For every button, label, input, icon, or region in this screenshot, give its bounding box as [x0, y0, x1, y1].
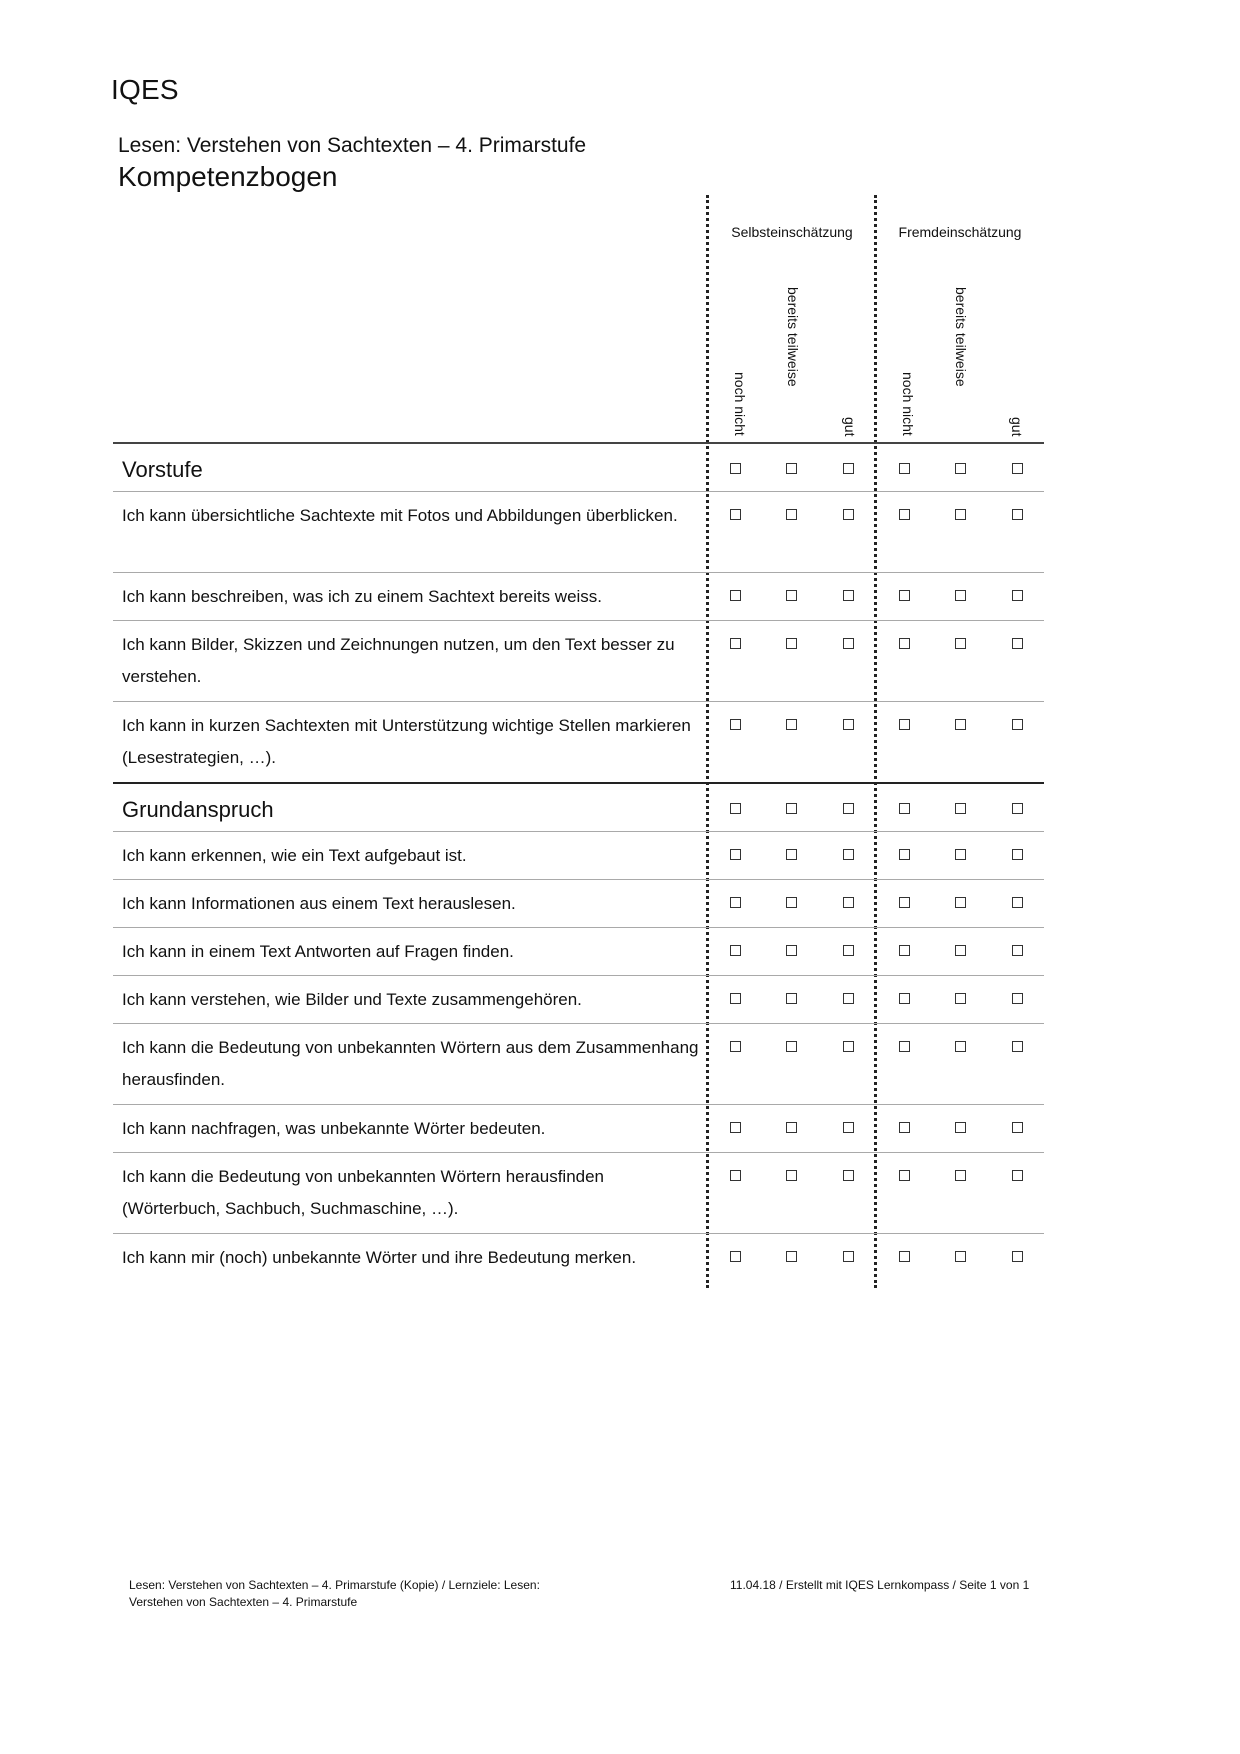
- competence-text: Ich kann übersichtliche Sachtexte mit Fotos und Abbildungen überblicken.: [122, 506, 678, 525]
- checkbox-ext-noch-nicht[interactable]: [899, 719, 910, 730]
- checkbox-ext-gut[interactable]: [1012, 803, 1023, 814]
- competence-text: Ich kann erkennen, wie ein Text aufgebaut ist.: [122, 846, 467, 865]
- checkbox-self-gut[interactable]: [843, 590, 854, 601]
- checkbox-self-gut[interactable]: [843, 897, 854, 908]
- checkbox-ext-gut[interactable]: [1012, 945, 1023, 956]
- brand-logo-text: IQES: [111, 74, 179, 105]
- checkbox-self-gut[interactable]: [843, 803, 854, 814]
- checkbox-ext-bereits-teilweise[interactable]: [955, 1122, 966, 1133]
- checkbox-ext-gut[interactable]: [1012, 509, 1023, 520]
- competence-row: [113, 880, 1044, 928]
- checkbox-self-bereits-teilweise[interactable]: [786, 463, 797, 474]
- checkbox-self-bereits-teilweise[interactable]: [786, 1251, 797, 1262]
- checkbox-ext-gut[interactable]: [1012, 849, 1023, 860]
- checkbox-self-gut[interactable]: [843, 463, 854, 474]
- competence-row: [113, 832, 1044, 880]
- competence-row: [113, 573, 1044, 621]
- checkbox-self-bereits-teilweise[interactable]: [786, 897, 797, 908]
- checkbox-ext-bereits-teilweise[interactable]: [955, 1170, 966, 1181]
- level-label-good: gut: [842, 416, 858, 436]
- checkbox-self-gut[interactable]: [843, 1041, 854, 1052]
- document-subtitle: Lesen: Verstehen von Sachtexten – 4. Primarstufe: [118, 134, 587, 157]
- level-label-partially: bereits teilweise: [953, 287, 969, 387]
- checkbox-self-bereits-teilweise[interactable]: [786, 945, 797, 956]
- checkbox-ext-noch-nicht[interactable]: [899, 1122, 910, 1133]
- competence-row: [113, 976, 1044, 1024]
- competence-row: [113, 1234, 1044, 1281]
- checkbox-ext-noch-nicht[interactable]: [899, 1251, 910, 1262]
- checkbox-self-gut[interactable]: [843, 638, 854, 649]
- competence-text: Ich kann mir (noch) unbekannte Wörter und ihre Bedeutung merken.: [122, 1248, 637, 1267]
- group-label-self-assessment: Selbsteinschätzung: [731, 224, 853, 240]
- checkbox-self-bereits-teilweise[interactable]: [786, 509, 797, 520]
- competence-text: Ich kann nachfragen, was unbekannte Wörter bedeuten.: [122, 1119, 546, 1138]
- checkbox-ext-noch-nicht[interactable]: [899, 993, 910, 1004]
- checkbox-self-noch-nicht[interactable]: [730, 590, 741, 601]
- checkbox-self-noch-nicht[interactable]: [730, 463, 741, 474]
- checkbox-ext-gut[interactable]: [1012, 1251, 1023, 1262]
- checkbox-ext-bereits-teilweise[interactable]: [955, 463, 966, 474]
- checkbox-ext-bereits-teilweise[interactable]: [955, 945, 966, 956]
- checkbox-self-gut[interactable]: [843, 1251, 854, 1262]
- checkbox-ext-bereits-teilweise[interactable]: [955, 638, 966, 649]
- competence-text: Ich kann verstehen, wie Bilder und Texte zusammengehören.: [122, 990, 582, 1009]
- checkbox-ext-bereits-teilweise[interactable]: [955, 719, 966, 730]
- level-label-not-yet: noch nicht: [732, 372, 748, 436]
- checkbox-ext-bereits-teilweise[interactable]: [955, 897, 966, 908]
- checkbox-ext-gut[interactable]: [1012, 993, 1023, 1004]
- checkbox-self-bereits-teilweise[interactable]: [786, 719, 797, 730]
- checkbox-ext-noch-nicht[interactable]: [899, 1170, 910, 1181]
- checkbox-ext-gut[interactable]: [1012, 1041, 1023, 1052]
- checkbox-self-gut[interactable]: [843, 993, 854, 1004]
- checkbox-ext-gut[interactable]: [1012, 463, 1023, 474]
- checkbox-self-bereits-teilweise[interactable]: [786, 1122, 797, 1133]
- competence-row: [113, 1024, 1044, 1105]
- competence-text: Ich kann in einem Text Antworten auf Fragen finden.: [122, 942, 514, 961]
- competence-table: [113, 195, 1044, 1281]
- checkbox-self-noch-nicht[interactable]: [730, 1122, 741, 1133]
- checkbox-ext-gut[interactable]: [1012, 1122, 1023, 1133]
- competence-text: Ich kann die Bedeutung von unbekannten Wörtern herausfinden (Wörterbuch, Sachbuch, Suchmaschine, …).: [122, 1167, 605, 1218]
- checkbox-ext-gut[interactable]: [1012, 638, 1023, 649]
- checkbox-self-noch-nicht[interactable]: [730, 509, 741, 520]
- checkbox-self-noch-nicht[interactable]: [730, 1251, 741, 1262]
- checkbox-ext-noch-nicht[interactable]: [899, 849, 910, 860]
- checkbox-ext-bereits-teilweise[interactable]: [955, 590, 966, 601]
- checkbox-self-bereits-teilweise[interactable]: [786, 590, 797, 601]
- checkbox-ext-gut[interactable]: [1012, 897, 1023, 908]
- checkbox-ext-noch-nicht[interactable]: [899, 1041, 910, 1052]
- checkbox-self-bereits-teilweise[interactable]: [786, 1170, 797, 1181]
- footer-page-info: 11.04.18 / Erstellt mit IQES Lernkompass / Seite 1 von 1: [730, 1578, 1030, 1592]
- checkbox-self-noch-nicht[interactable]: [730, 945, 741, 956]
- competence-row: [113, 702, 1044, 784]
- checkbox-ext-noch-nicht[interactable]: [899, 638, 910, 649]
- checkbox-self-gut[interactable]: [843, 1170, 854, 1181]
- checkbox-self-gut[interactable]: [843, 1122, 854, 1133]
- checkbox-ext-bereits-teilweise[interactable]: [955, 1041, 966, 1052]
- competence-row: [113, 621, 1044, 702]
- checkbox-self-noch-nicht[interactable]: [730, 803, 741, 814]
- section-title: Vorstufe: [122, 457, 203, 482]
- checkbox-ext-gut[interactable]: [1012, 590, 1023, 601]
- competence-text: Ich kann beschreiben, was ich zu einem Sachtext bereits weiss.: [122, 587, 603, 606]
- competence-row: [113, 1105, 1044, 1153]
- checkbox-ext-gut[interactable]: [1012, 719, 1023, 730]
- checkbox-self-bereits-teilweise[interactable]: [786, 1041, 797, 1052]
- checkbox-ext-noch-nicht[interactable]: [899, 945, 910, 956]
- checkbox-self-gut[interactable]: [843, 509, 854, 520]
- section-title: Grundanspruch: [122, 797, 274, 822]
- checkbox-self-gut[interactable]: [843, 945, 854, 956]
- checkbox-ext-bereits-teilweise[interactable]: [955, 803, 966, 814]
- checkbox-self-noch-nicht[interactable]: [730, 1170, 741, 1181]
- checkbox-self-gut[interactable]: [843, 719, 854, 730]
- competence-row: [113, 928, 1044, 976]
- checkbox-ext-bereits-teilweise[interactable]: [955, 509, 966, 520]
- section-row: [113, 444, 1044, 492]
- checkbox-self-noch-nicht[interactable]: [730, 897, 741, 908]
- checkbox-self-bereits-teilweise[interactable]: [786, 638, 797, 649]
- checkbox-ext-noch-nicht[interactable]: [899, 463, 910, 474]
- competence-text: Ich kann Informationen aus einem Text herauslesen.: [122, 894, 516, 913]
- checkbox-ext-bereits-teilweise[interactable]: [955, 1251, 966, 1262]
- level-label-not-yet: noch nicht: [900, 372, 916, 436]
- checkbox-self-noch-nicht[interactable]: [730, 993, 741, 1004]
- checkbox-ext-noch-nicht[interactable]: [899, 509, 910, 520]
- checkbox-ext-bereits-teilweise[interactable]: [955, 993, 966, 1004]
- checkbox-ext-noch-nicht[interactable]: [899, 590, 910, 601]
- checkbox-ext-bereits-teilweise[interactable]: [955, 849, 966, 860]
- competence-row: [113, 1153, 1044, 1234]
- checkbox-self-noch-nicht[interactable]: [730, 638, 741, 649]
- checkbox-ext-gut[interactable]: [1012, 1170, 1023, 1181]
- competence-text: Ich kann in kurzen Sachtexten mit Unterstützung wichtige Stellen markieren (Lesestrategien, …).: [122, 716, 691, 767]
- checkbox-ext-noch-nicht[interactable]: [899, 897, 910, 908]
- checkbox-self-bereits-teilweise[interactable]: [786, 803, 797, 814]
- checkbox-self-noch-nicht[interactable]: [730, 719, 741, 730]
- checkbox-ext-noch-nicht[interactable]: [899, 803, 910, 814]
- competence-text: Ich kann Bilder, Skizzen und Zeichnungen nutzen, um den Text besser zu verstehen.: [122, 635, 675, 686]
- footer-document-info: Lesen: Verstehen von Sachtexten – 4. Primarstufe (Kopie) / Lernziele: Lesen: Verstehen von Sachtexten – 4. Primarstufe: [129, 1578, 540, 1609]
- checkbox-self-bereits-teilweise[interactable]: [786, 849, 797, 860]
- group-label-external-assessment: Fremdeinschätzung: [898, 224, 1022, 240]
- table-body: [113, 444, 1044, 1281]
- competence-text: Ich kann die Bedeutung von unbekannten Wörtern aus dem Zusammenhang herausfinden.: [122, 1038, 699, 1089]
- level-label-partially: bereits teilweise: [785, 287, 801, 387]
- checkbox-self-noch-nicht[interactable]: [730, 849, 741, 860]
- checkbox-self-gut[interactable]: [843, 849, 854, 860]
- level-label-good: gut: [1009, 416, 1025, 436]
- document-title: Kompetenzbogen: [118, 161, 338, 192]
- table-header: [113, 195, 1044, 444]
- checkbox-self-bereits-teilweise[interactable]: [786, 993, 797, 1004]
- competence-row: [113, 492, 1044, 573]
- section-row: [113, 784, 1044, 832]
- checkbox-self-noch-nicht[interactable]: [730, 1041, 741, 1052]
